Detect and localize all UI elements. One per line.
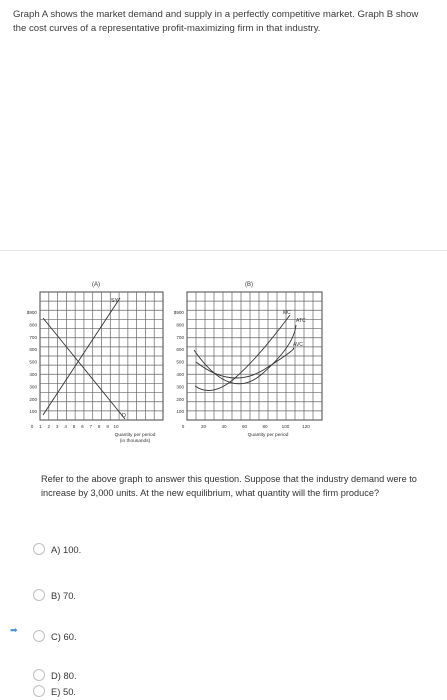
graph-b-y-ticks (174, 310, 185, 414)
option-b[interactable] (33, 589, 76, 601)
mc-label: MC (283, 310, 291, 316)
question-text: Refer to the above graph to answer this question. Suppose that the industry demand were to increase by 3,000 units. At the new equilibrium, what quantity will the firm produce? (41, 474, 417, 498)
question-intro (13, 8, 447, 36)
intro-line-1: Graph A shows the market demand and supply in a perfectly competitive market. Graph B show (13, 9, 419, 20)
y-tick-label: 200 (29, 396, 37, 402)
divider (0, 250, 447, 251)
y-tick-label: 200 (176, 396, 184, 402)
option-e-letter: E) (51, 685, 61, 697)
x-tick-label: 4 (64, 424, 67, 429)
y-tick-label: 400 (176, 372, 184, 377)
y-tick-label: 700 (176, 334, 184, 340)
avc-curve (196, 348, 294, 378)
x-tick-label: 60 (241, 424, 248, 429)
option-d[interactable] (33, 669, 77, 681)
y-tick-label: 400 (29, 372, 37, 377)
option-a[interactable] (33, 543, 81, 555)
option-b-value: 70. (62, 589, 77, 601)
graph-a-x-ticks (31, 424, 119, 429)
y-tick-label: 600 (176, 347, 184, 353)
x-tick-label: 40 (221, 424, 227, 429)
graph-b-title: (B) (245, 282, 253, 288)
graph-a-xlabel-2: (in thousands) (119, 439, 151, 444)
x-tick-label: 120 (302, 424, 310, 429)
radio-button[interactable] (33, 630, 45, 642)
radio-button[interactable] (33, 669, 45, 681)
selected-arrow-icon: ➡ (10, 625, 18, 635)
graphs-figure (0, 270, 447, 444)
graph-a (27, 282, 163, 444)
demand-label: D (122, 413, 126, 419)
x-tick-label: 0 (30, 424, 34, 429)
option-a-letter: A) (51, 543, 61, 555)
x-tick-label: 1 (39, 424, 42, 429)
x-tick-label: 100 (281, 424, 290, 429)
option-e-value: 50. (62, 685, 77, 697)
x-tick-label: 3 (55, 424, 59, 429)
y-tick-label: 800 (176, 322, 184, 328)
graph-b-xlabel: Quantity per period (247, 433, 289, 438)
option-d-value: 80. (63, 669, 77, 681)
x-tick-label: 6 (81, 424, 84, 429)
x-tick-label: 20 (200, 424, 207, 429)
x-tick-label: 7 (89, 424, 93, 429)
graph-b (174, 282, 322, 438)
y-tick-label: 300 (29, 384, 37, 390)
graph-a-xlabel-1: Quantity per period (114, 433, 156, 438)
y-tick-label: 500 (29, 359, 37, 365)
radio-button[interactable] (33, 589, 45, 601)
atc-curve (194, 325, 296, 384)
x-tick-label: 2 (47, 424, 51, 429)
y-tick-label: 800 (29, 322, 37, 328)
graph-b-grid (187, 292, 322, 420)
atc-label: ATC (296, 318, 306, 324)
mc-curve (195, 315, 290, 391)
y-tick-label: 600 (29, 347, 37, 353)
x-tick-label: 0 (181, 424, 185, 429)
option-c-letter: C) (51, 630, 61, 642)
y-tick-label: 500 (176, 359, 184, 365)
y-tick-label: 300 (176, 384, 184, 390)
intro-line-2: the cost curves of a representative profit-maximizing firm in that industry. (13, 23, 321, 34)
x-tick-label: 80 (262, 424, 268, 429)
radio-button[interactable] (33, 685, 45, 697)
x-tick-label: 8 (97, 424, 101, 429)
x-tick-label: 9 (106, 424, 109, 429)
option-d-letter: D) (51, 669, 61, 681)
graph-b-x-ticks (182, 424, 311, 429)
x-tick-label: 10 (113, 424, 119, 429)
option-e[interactable] (33, 685, 76, 697)
supply-label: SY (111, 298, 119, 304)
option-c-value: 60. (63, 630, 77, 642)
x-tick-label: 5 (72, 424, 76, 429)
option-b-letter: B) (51, 589, 61, 601)
graph-a-title: (A) (92, 282, 100, 288)
graph-a-y-ticks (27, 310, 38, 414)
radio-button[interactable] (33, 543, 45, 555)
y-tick-label: $900 (26, 310, 37, 315)
y-tick-label: $900 (173, 310, 184, 315)
option-a-value: 100. (62, 543, 82, 555)
y-tick-label: 100 (176, 409, 184, 415)
graph-a-grid (40, 292, 163, 420)
y-tick-label: 700 (29, 334, 37, 340)
y-tick-label: 100 (29, 409, 37, 415)
option-c[interactable] (33, 630, 77, 642)
avc-label: AVC (293, 342, 303, 348)
supply-curve (43, 298, 120, 415)
